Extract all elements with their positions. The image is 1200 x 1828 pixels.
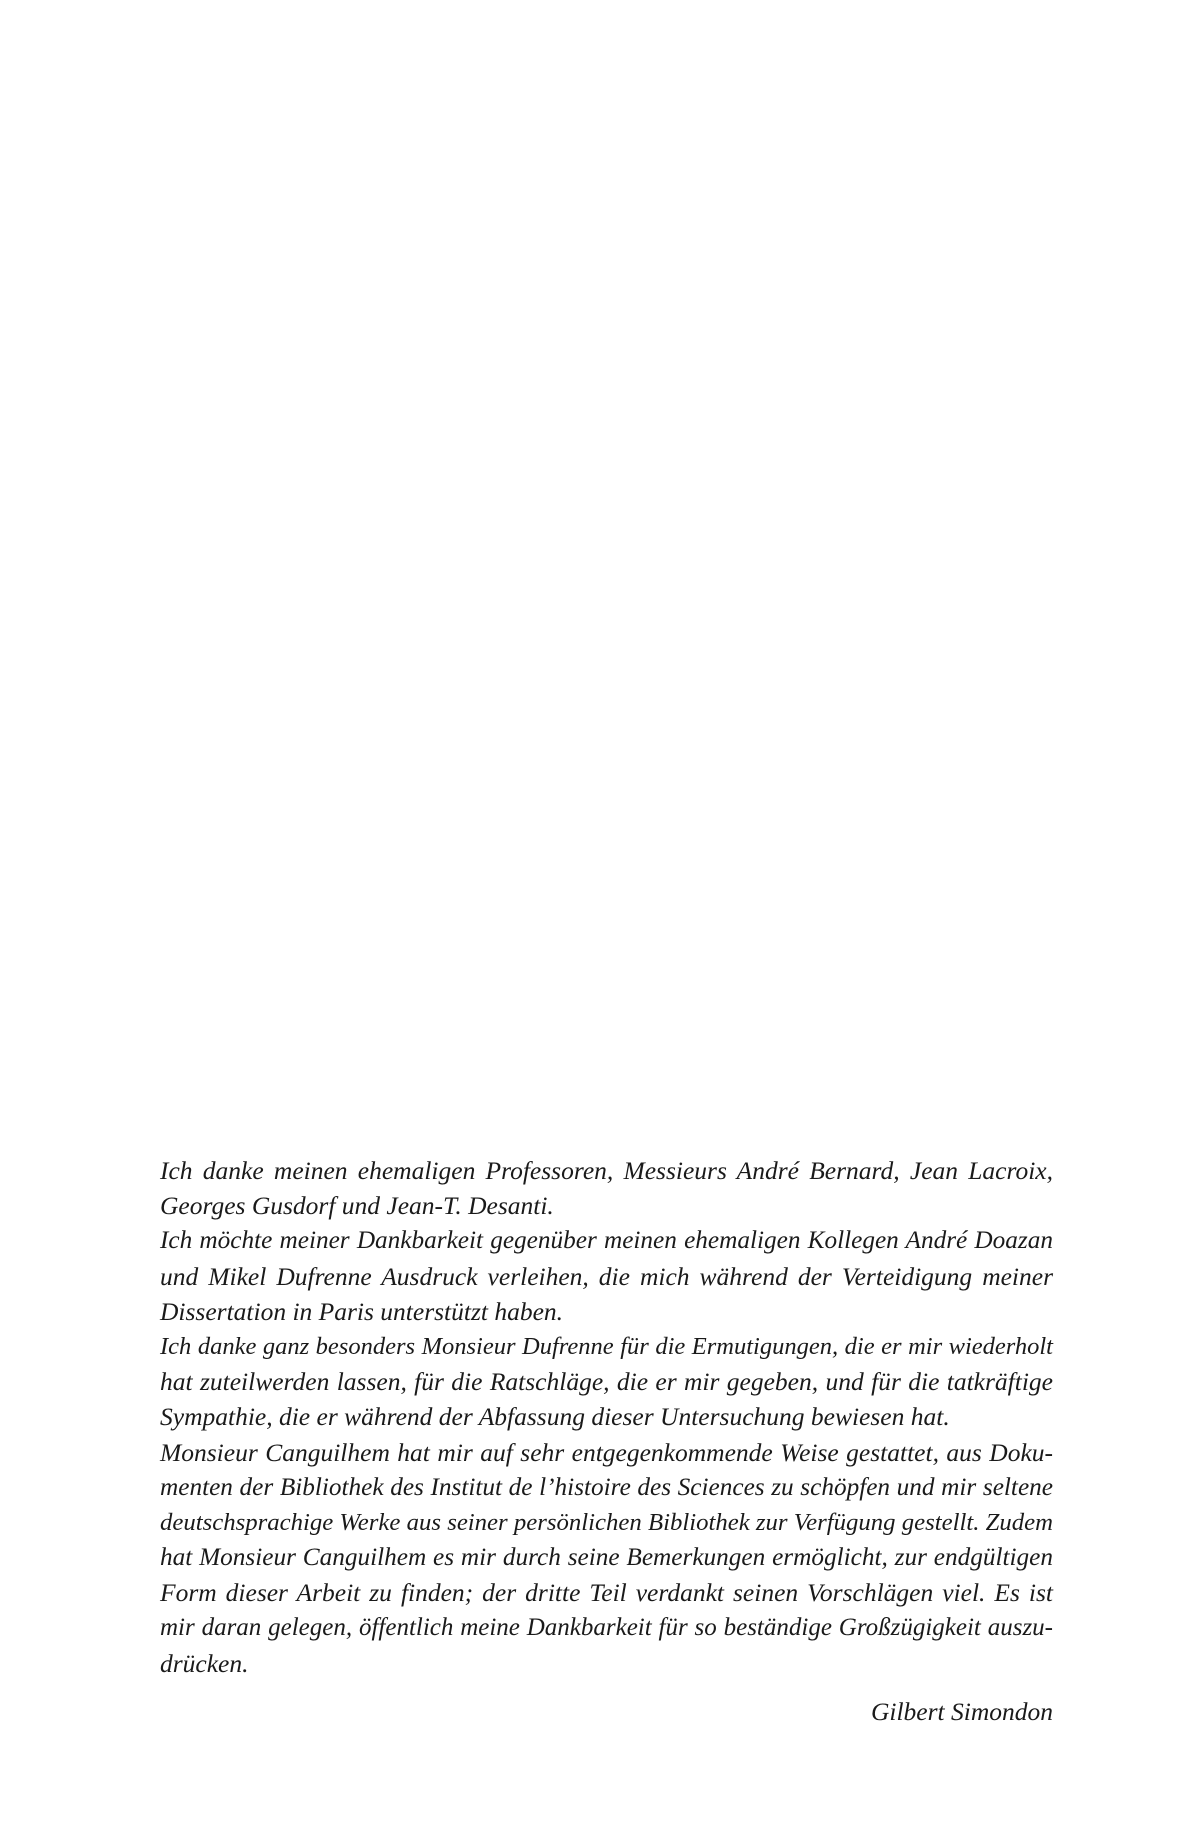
acknowledgements-text <box>160 1153 1053 1681</box>
acknowledgement-line: Sympathie, die er während der Abfassung dieser Untersuchung bewiesen hat. <box>160 1402 950 1432</box>
acknowledgement-line: mir daran gelegen, öffentlich meine Dankbarkeit für so beständige Großzügigkeit auszu- <box>160 1614 1053 1642</box>
acknowledgement-line: Form dieser Arbeit zu finden; der dritte Teil verdankt seinen Vorschlägen viel. Es ist <box>160 1578 1053 1608</box>
acknowledgement-line: hat zuteilwerden lassen, für die Ratschläge, die er mir gegeben, und für die tatkräftige <box>160 1367 1053 1397</box>
acknowledgement-line: drücken. <box>160 1648 249 1678</box>
acknowledgement-line: deutschsprachige Werke aus seiner persönlichen Bibliothek zur Verfügung gestellt. Zudem <box>160 1508 1053 1536</box>
acknowledgement-line: Georges Gusdorf und Jean-T. Desanti. <box>160 1191 554 1221</box>
acknowledgement-line: hat Monsieur Canguilhem es mir durch seine Bemerkungen ermöglicht, zur endgültigen <box>160 1543 1053 1572</box>
acknowledgement-line: menten der Bibliothek des Institut de l’histoire des Sciences zu schöpfen und mir seltene <box>160 1472 1053 1501</box>
acknowledgement-line: und Mikel Dufrenne Ausdruck verleihen, die mich während der Verteidigung meiner <box>160 1261 1053 1291</box>
author-signature: Gilbert Simondon <box>870 1697 1053 1726</box>
acknowledgement-line: Ich danke ganz besonders Monsieur Dufrenne für die Ermutigungen, die er mir wiederholt <box>160 1332 1053 1360</box>
acknowledgement-line: Ich möchte meiner Dankbarkeit gegenüber meinen ehemaligen Kollegen André Doazan <box>160 1226 1053 1255</box>
acknowledgement-line: Monsieur Canguilhem hat mir auf sehr entgegenkommende Weise gestattet, aus Doku- <box>160 1437 1053 1467</box>
acknowledgement-line: Dissertation in Paris unterstützt haben. <box>160 1296 564 1326</box>
acknowledgement-line: Ich danke meinen ehemaligen Professoren, Messieurs André Bernard, Jean Lacroix, <box>160 1156 1053 1185</box>
